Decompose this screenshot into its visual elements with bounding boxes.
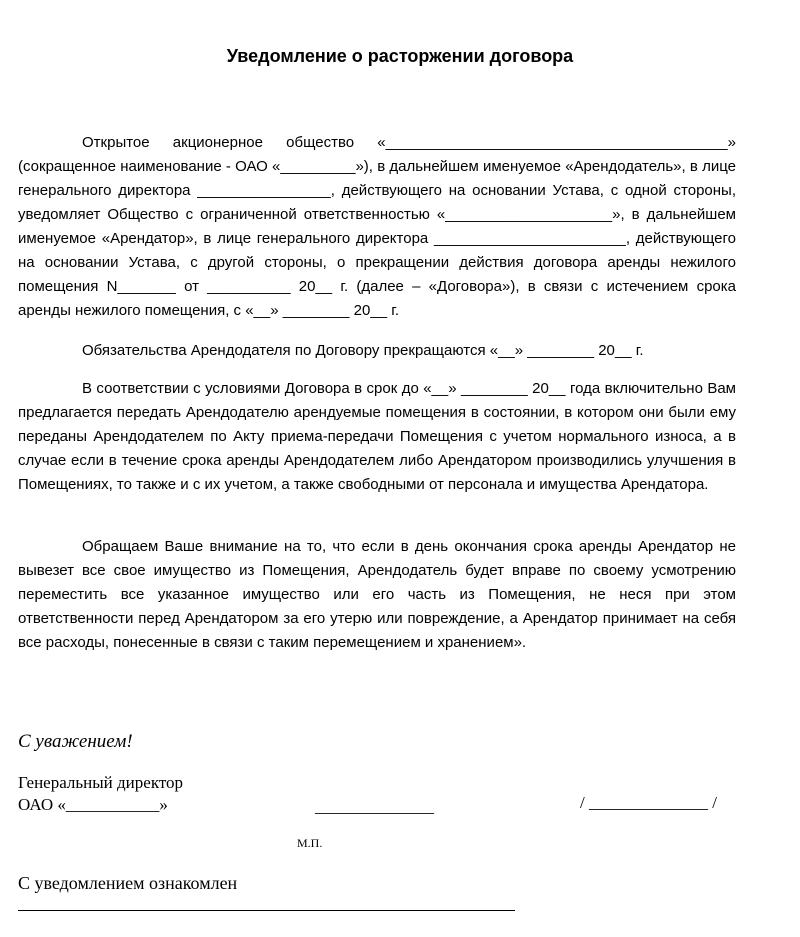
acknowledgement-label: С уведомлением ознакомлен: [18, 873, 238, 893]
document-title: Уведомление о расторжении договора: [226, 46, 574, 66]
stamp-placeholder: М.П.: [297, 836, 323, 850]
acknowledgement-signature-line: [18, 910, 515, 911]
signature-line: ______________: [315, 797, 434, 816]
signatory-name-line: / ______________ /: [580, 793, 717, 812]
paragraph-notice: Открытое акционерное общество «_________________________________________» (сокращенное наименование - ОАО «_________»), в дальнейшем именуемое «Арендодатель», в лице генерального директора ________________, действующего на основании Устава, с одной стороны, уведомляет Общество с ограниченной ответственностью «____________________», в дальнейшем именуемое «Арендатор», в лице генерального директора _______________________, действующего на основании Устава, с другой стороны, о прекращении действия договора аренды нежилого помещения N_______ от __________ 20__ г. (далее – «Договора»), в связи с истечением срока аренды нежилого помещения, с «__» ________ 20__ г.: [18, 134, 736, 319]
paragraph-property-notice: Обращаем Ваше внимание на то, что если в день окончания срока аренды Арендатор не вывезет все свое имущество из Помещения, Арендодатель будет вправе по своему усмотрению переместить все указанное имущество или его часть из Помещения, не неся при этом ответственности перед Арендатором за его утерю или повреждение, а Арендатор принимает на себя все расходы, понесенные в связи с таким перемещением и хранением».: [18, 538, 736, 651]
paragraph-obligations: Обязательства Арендодателя по Договору прекращаются «__» ________ 20__ г.: [82, 342, 644, 359]
signatory-position: Генеральный директор: [18, 773, 184, 792]
signatory-organization: ОАО «___________»: [18, 795, 168, 814]
paragraph-return-premises: В соответствии с условиями Договора в срок до «__» ________ 20__ года включительно Вам предлагается передать Арендодателю арендуемые помещения в состоянии, в котором они были ему переданы Арендодателем по Акту приема-передачи Помещения с учетом нормального износа, а в случае если в течение срока аренды Арендодателем либо Арендатором производились улучшения в Помещениях, то также и с их учетом, а также свободными от персонала и имущества Арендатора.: [18, 380, 736, 493]
closing-greeting: С уважением!: [18, 731, 133, 752]
